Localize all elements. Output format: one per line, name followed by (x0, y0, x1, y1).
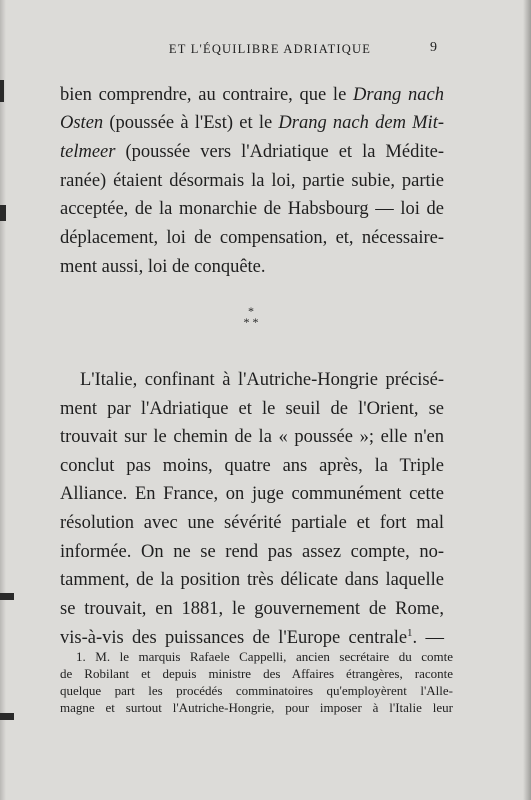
text-line: ment par l'Adriatique et le seuil de l'Orient, se (60, 399, 444, 419)
running-head: ET L'ÉQUILIBRE ADRIATIQUE (168, 42, 372, 56)
text-line: informée. On ne se rend pas assez compte, no- (60, 542, 444, 562)
page-number: 9 (430, 40, 437, 55)
text-line: bien comprendre, au contraire, que le Drang nach (60, 85, 444, 105)
text-line: conclut pas moins, quatre ans après, la Triple (60, 456, 444, 476)
footnote-line: quelque part les procédés comminatoires qu'employèrent l'Alle- (60, 683, 453, 698)
text-line: acceptée, de la monarchie de Habsbourg — loi de (60, 199, 444, 219)
text-line: vis-à-vis des puissances de l'Europe centrale$^1$. — (60, 626, 445, 648)
text-line: Osten (poussée à l'Est) et le Drang nach dem Mit- (60, 113, 445, 133)
footnote-line: de Robilant et depuis ministre des Affaires étrangères, raconte (60, 666, 453, 681)
text-line: déplacement, loi de compensation, et, nécessaire- (60, 228, 444, 248)
footnote-line: magne et surtout l'Autriche-Hongrie, pour imposer à l'Italie leur (60, 700, 453, 715)
text-line: tamment, de la position très délicate dans laquelle (60, 570, 444, 590)
text-line: telmeer (poussée vers l'Adriatique et la Médite- (60, 142, 444, 162)
footnote-marker: 1 (407, 626, 413, 639)
text-line: résolution avec une sévérité partiale et fort mal (60, 513, 444, 533)
text-line: ment aussi, loi de conquête. (60, 257, 266, 277)
scan-margin-mark (0, 713, 14, 720)
scan-margin-mark (0, 80, 4, 102)
text-line: L'Italie, confinant à l'Autriche-Hongrie précisé- (80, 370, 444, 390)
page-left-edge-shadow (0, 0, 6, 800)
footnote-line: 1. M. le marquis Rafaele Cappelli, ancien secrétaire du comte (76, 649, 453, 664)
section-asterism (236, 306, 266, 328)
text-line: trouvait sur le chemin de la « poussée »; elle n'en (60, 427, 444, 447)
scan-margin-mark (0, 205, 6, 221)
text-line: ranée) étaient désormais la loi, partie subie, partie (60, 171, 444, 191)
scan-margin-mark (0, 593, 14, 600)
asterism-bottom: * * (243, 315, 259, 329)
asterism-top: * (248, 304, 254, 318)
text-line: se trouvait, en 1881, le gouvernement de Rome, (60, 599, 444, 619)
page-right-edge-shadow (523, 0, 531, 800)
text-line: Alliance. En France, on juge communément cette (60, 484, 444, 504)
